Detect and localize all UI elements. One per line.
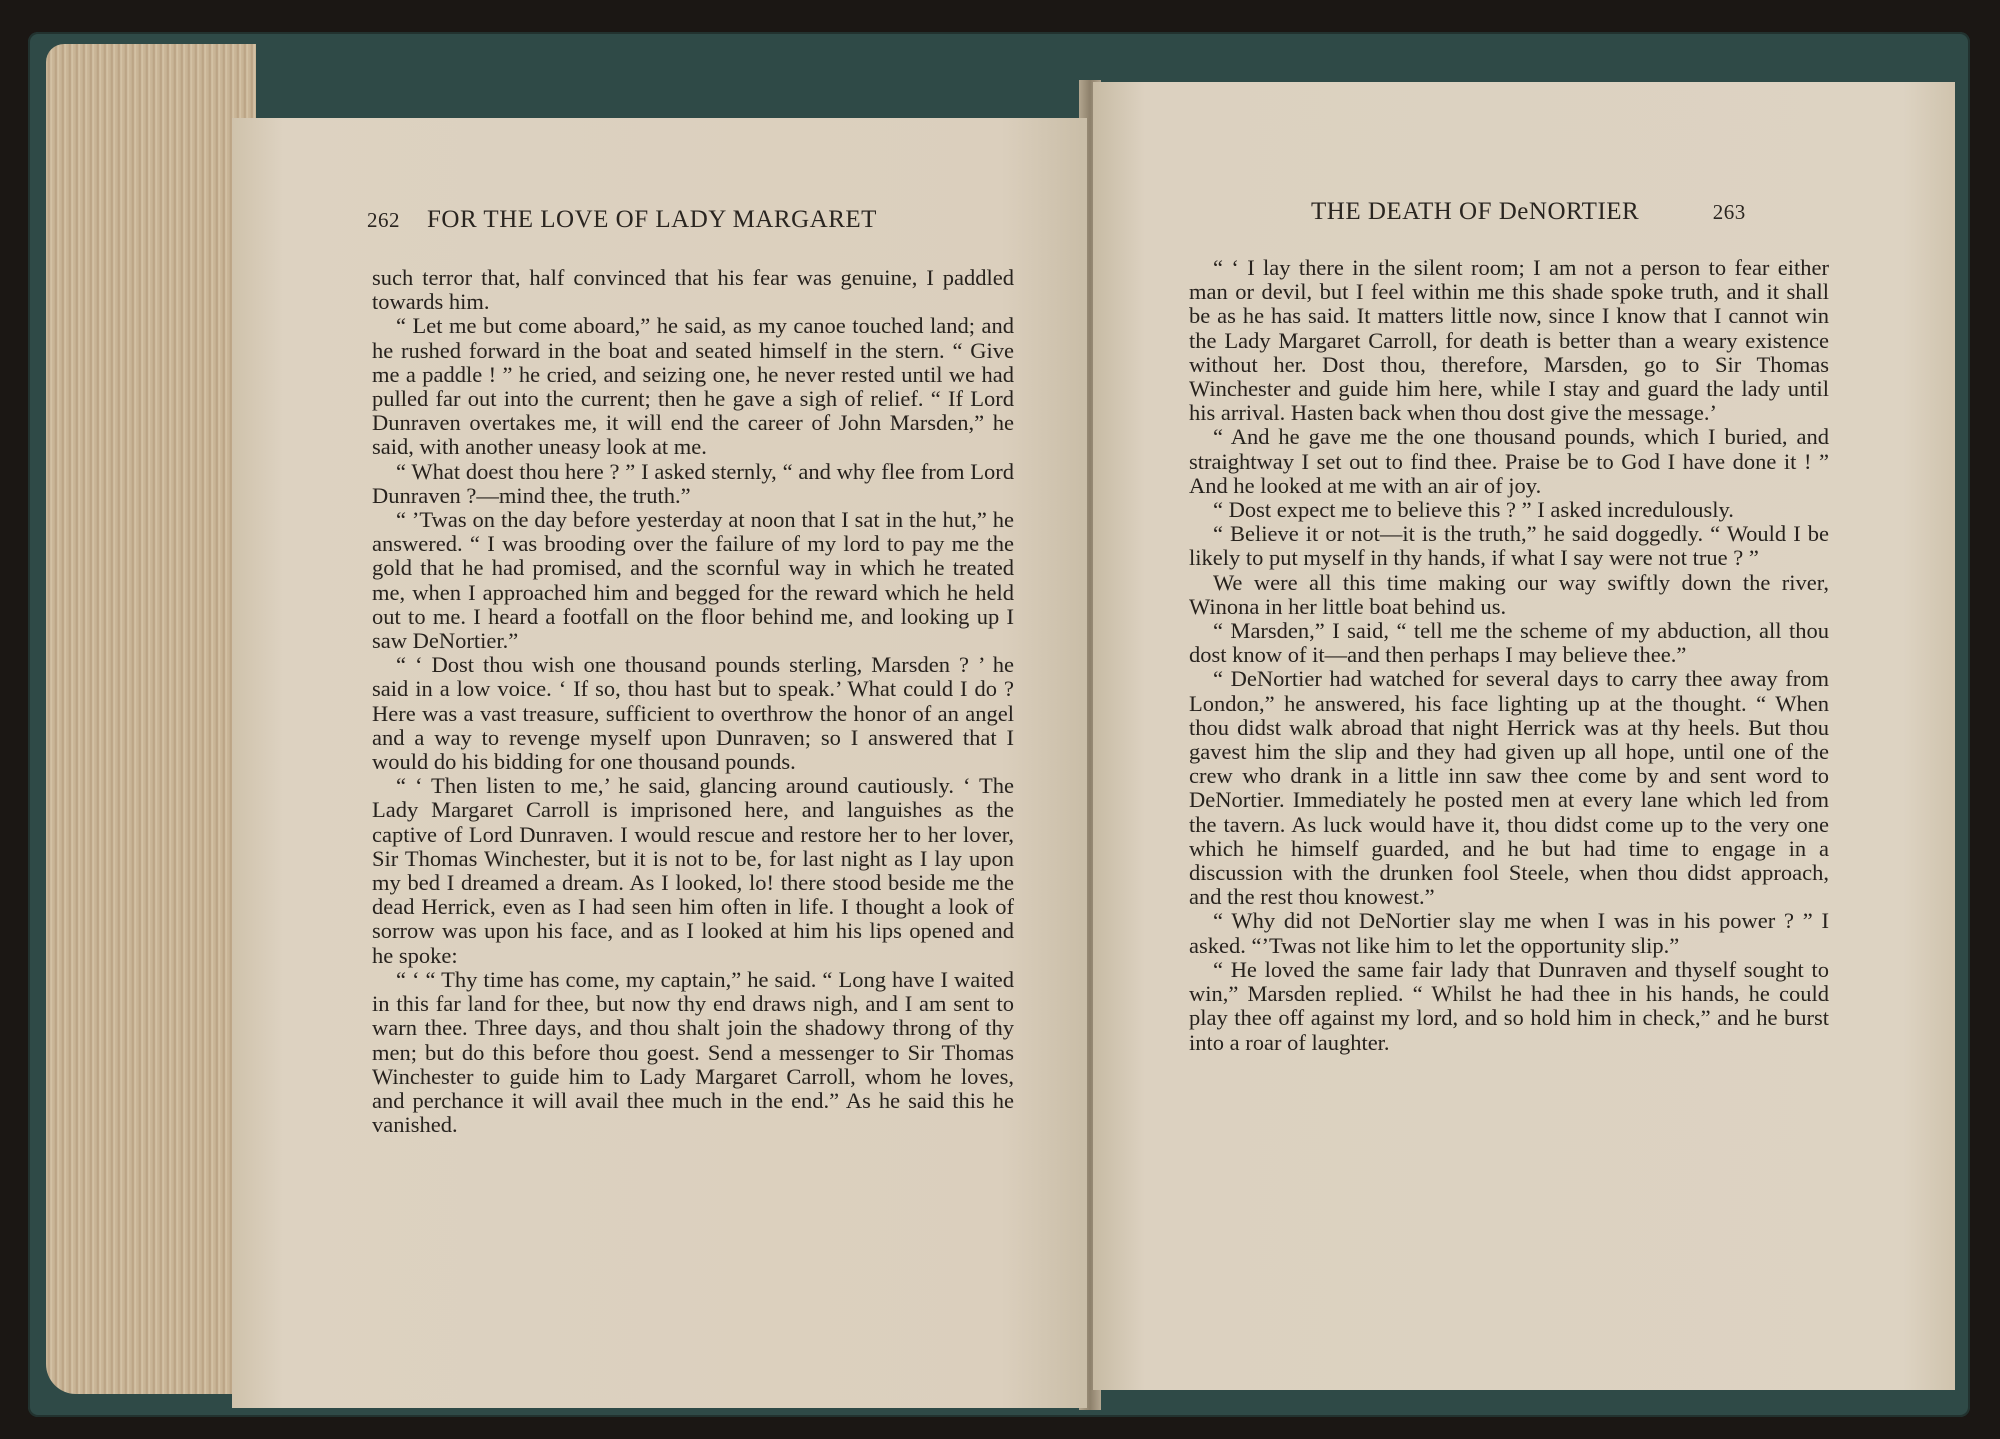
paragraph: “ He loved the same fair lady that Dunraven and thyself sought to win,” Marsden replied. “ Whilst he had thee in his hands, he could play thee off against my lord, and so hold him in check,” and he burst into a roar of laughter.	[1189, 956, 1829, 1055]
paragraph: “ Marsden,” I said, “ tell me the scheme of my abduction, all thou dost know of it—and then perhaps I may believe thee.”	[1189, 618, 1829, 668]
right-page-body	[1189, 256, 1829, 1055]
right-page-number: 263	[1712, 200, 1746, 224]
left-page	[232, 118, 1087, 1408]
paragraph: “ Believe it or not—it is the truth,” he said doggedly. “ Would I be likely to put myself in thy hands, if what I say were not true ? ”	[1189, 521, 1829, 571]
paragraph: such terror that, half convinced that his fear was genuine, I paddled towards him.	[372, 265, 1014, 315]
paragraph: “ ‘ Then listen to me,’ he said, glancing around cautiously. ‘ The Lady Margaret Carroll is imprisoned here, and languishes as the captive of Lord Dunraven. I would rescue and restore her to her lover, Sir Thomas Winchester, but it is not to be, for last night as I lay upon my bed I dreamed a dream. As I looked, lo! there stood beside me the dead Herrick, even as I had seen him often in life. I thought a look of sorrow was upon his face, and as I looked at him his lips opened and he spoke:	[372, 773, 1014, 968]
paragraph: We were all this time making our way swiftly down the river, Winona in her little boat behind us.	[1189, 569, 1829, 619]
right-page	[1093, 82, 1955, 1390]
left-page-number: 262	[367, 208, 400, 232]
paragraph: “ DeNortier had watched for several days to carry thee away from London,” he answered, his face lighting up at the thought. “ When thou didst walk abroad that night Herrick was at thy heels. But thou gavest him the slip and they had given up all hope, until one of the crew who drank in a little inn saw thee come by and sent word to DeNortier. Immediately he posted men at every lane which led from the tavern. As luck would have it, thou didst come up to the very one which he himself guarded, and he but had time to engage in a discussion with the drunken fool Steele, when thou didst approach, and the rest thou knowest.”	[1189, 666, 1829, 910]
paragraph: “ Why did not DeNortier slay me when I was in his power ? ” I asked. “’Twas not like him to let the opportunity slip.”	[1189, 908, 1829, 958]
page-edges	[46, 44, 256, 1394]
left-page-header	[367, 206, 877, 234]
paragraph: “ What doest thou here ? ” I asked sternly, “ and why flee from Lord Dunraven ?—mind thee, the truth.”	[372, 458, 1014, 508]
paragraph: “ ‘ I lay there in the silent room; I am not a person to fear either man or devil, but I feel within me this shade spoke truth, and it shall be as he has said. It matters little now, since I know that I cannot win the Lady Margaret Carroll, for death is better than a weary existence without her. Dost thou, therefore, Marsden, go to Sir Thomas Winchester and guide him here, while I stay and guard the lady until his arrival. Hasten back when thou dost give the message.’	[1189, 255, 1829, 426]
paragraph: “ ‘ Dost thou wish one thousand pounds sterling, Marsden ? ’ he said in a low voice. ‘ If so, thou hast but to speak.’ What could I do ? Here was a vast treasure, sufficient to overthrow the honor of an angel and a way to revenge myself upon Dunraven; so I answered that I would do his bidding for one thousand pounds.	[372, 652, 1014, 775]
paragraph: “ ’Twas on the day before yesterday at noon that I sat in the hut,” he answered. “ I was brooding over the failure of my lord to pay me the gold that he had promised, and the scornful way in which he treated me, when I approached him and begged for the reward which he held out to me. I heard a footfall on the floor behind me, and looking up I saw DeNortier.”	[372, 507, 1014, 654]
right-running-head: THE DEATH OF DeNORTIER	[1311, 198, 1640, 225]
right-page-header	[1311, 198, 1746, 226]
paragraph: “ Dost expect me to believe this ? ” I asked incredulously.	[1213, 497, 1734, 523]
paragraph: “ Let me but come aboard,” he said, as my canoe touched land; and he rushed forward in the boat and seated himself in the stern. “ Give me a paddle ! ” he cried, and seizing one, he never rested until we had pulled far out into the current; then he gave a sigh of relief. “ If Lord Dunraven overtakes me, it will end the career of John Marsden,” he said, with another uneasy look at me.	[372, 313, 1014, 460]
left-running-head: FOR THE LOVE OF LADY MARGARET	[427, 206, 877, 233]
paragraph: “ And he gave me the one thousand pounds, which I buried, and straightway I set out to find thee. Praise be to God I have done it ! ” And he looked at me with an air of joy.	[1189, 424, 1829, 498]
paragraph: “ ‘ “ Thy time has come, my captain,” he said. “ Long have I waited in this far land for thee, but now thy end draws nigh, and I am sent to warn thee. Three days, and thou shalt join the shadowy throng of thy men; but do this before thou goest. Send a messenger to Sir Thomas Winchester to guide him to Lady Margaret Carroll, whom he loves, and perchance it will avail thee much in the end.” As he said this he vanished.	[372, 966, 1014, 1138]
left-page-body	[372, 266, 1014, 1137]
